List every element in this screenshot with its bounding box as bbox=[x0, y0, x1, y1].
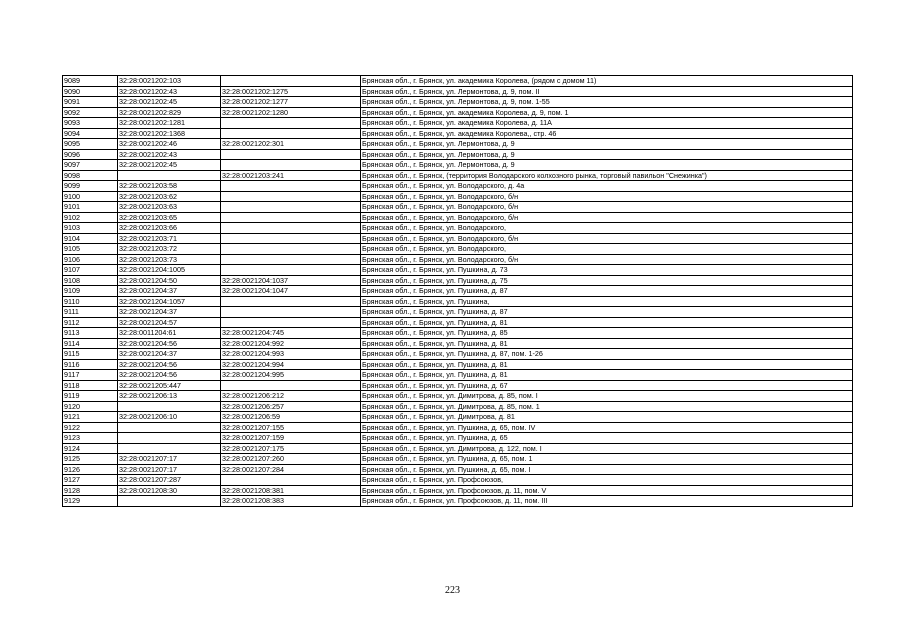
cadastral-number-cell: 32:28:0021202:829 bbox=[118, 107, 221, 118]
cadastral-number-cell: 32:28:0021202:43 bbox=[118, 149, 221, 160]
row-number-cell: 9094 bbox=[63, 128, 118, 139]
address-cell: Брянская обл., г. Брянск, ул. Пушкина, д. 75 bbox=[361, 275, 853, 286]
parent-cadastral-number-cell: 32:28:0021207:159 bbox=[221, 433, 361, 444]
address-cell: Брянская обл., г. Брянск, ул. Пушкина, д. 65, пом. I bbox=[361, 464, 853, 475]
parent-cadastral-number-cell bbox=[221, 244, 361, 255]
cadastral-number-cell: 32:28:0021203:66 bbox=[118, 223, 221, 234]
address-cell: Брянская обл., г. Брянск, ул. Пушкина, д. 81 bbox=[361, 370, 853, 381]
table-row bbox=[63, 443, 853, 454]
address-cell: Брянская обл., г. Брянск, ул. Пушкина, д. 67 bbox=[361, 380, 853, 391]
table-row bbox=[63, 202, 853, 213]
address-cell: Брянская обл., г. Брянск, ул. Лермонтова, д. 9, пом. 1-55 bbox=[361, 97, 853, 108]
parent-cadastral-number-cell: 32:28:0021206:257 bbox=[221, 401, 361, 412]
parent-cadastral-number-cell bbox=[221, 475, 361, 486]
cadastral-number-cell bbox=[118, 496, 221, 507]
row-number-cell: 9116 bbox=[63, 359, 118, 370]
table-row bbox=[63, 212, 853, 223]
parent-cadastral-number-cell bbox=[221, 233, 361, 244]
address-cell: Брянская обл., г. Брянск, ул. Пушкина, д. 65, пом. 1 bbox=[361, 454, 853, 465]
cadastral-number-cell: 32:28:0021206:13 bbox=[118, 391, 221, 402]
cadastral-number-cell: 32:28:0021204:56 bbox=[118, 370, 221, 381]
cadastral-number-cell: 32:28:0021202:1368 bbox=[118, 128, 221, 139]
table-row bbox=[63, 338, 853, 349]
table-row bbox=[63, 412, 853, 423]
cadastral-number-cell: 32:28:0021203:73 bbox=[118, 254, 221, 265]
row-number-cell: 9111 bbox=[63, 307, 118, 318]
cadastral-number-cell bbox=[118, 170, 221, 181]
address-cell: Брянская обл., г. Брянск, ул. Профсоюзов, bbox=[361, 475, 853, 486]
row-number-cell: 9090 bbox=[63, 86, 118, 97]
row-number-cell: 9093 bbox=[63, 118, 118, 129]
parent-cadastral-number-cell bbox=[221, 160, 361, 171]
row-number-cell: 9124 bbox=[63, 443, 118, 454]
address-cell: Брянская обл., г. Брянск, ул. Лермонтова, д. 9, пом. II bbox=[361, 86, 853, 97]
cadastral-number-cell: 32:28:0021204:56 bbox=[118, 338, 221, 349]
cadastral-number-cell: 32:28:0021202:45 bbox=[118, 97, 221, 108]
row-number-cell: 9113 bbox=[63, 328, 118, 339]
address-cell: Брянская обл., г. Брянск, ул. академика Королева,, стр. 46 bbox=[361, 128, 853, 139]
address-cell: Брянская обл., г. Брянск, ул. Лермонтова, д. 9 bbox=[361, 139, 853, 150]
row-number-cell: 9097 bbox=[63, 160, 118, 171]
table-row bbox=[63, 422, 853, 433]
parent-cadastral-number-cell: 32:28:0021202:1277 bbox=[221, 97, 361, 108]
address-cell: Брянская обл., г. Брянск, ул. Пушкина, д. 87 bbox=[361, 286, 853, 297]
parent-cadastral-number-cell: 32:28:0021204:995 bbox=[221, 370, 361, 381]
row-number-cell: 9092 bbox=[63, 107, 118, 118]
cadastral-number-cell bbox=[118, 433, 221, 444]
address-cell: Брянская обл., г. Брянск, ул. Пушкина, д. 85 bbox=[361, 328, 853, 339]
row-number-cell: 9108 bbox=[63, 275, 118, 286]
parent-cadastral-number-cell: 32:28:0021202:1275 bbox=[221, 86, 361, 97]
table-row bbox=[63, 86, 853, 97]
parent-cadastral-number-cell: 32:28:0021204:992 bbox=[221, 338, 361, 349]
parent-cadastral-number-cell bbox=[221, 128, 361, 139]
cadastral-number-cell: 32:28:0021204:37 bbox=[118, 307, 221, 318]
row-number-cell: 9100 bbox=[63, 191, 118, 202]
address-cell: Брянская обл., г. Брянск, ул. Пушкина, д. 73 bbox=[361, 265, 853, 276]
parent-cadastral-number-cell bbox=[221, 76, 361, 87]
cadastral-number-cell: 32:28:0021203:65 bbox=[118, 212, 221, 223]
address-cell: Брянская обл., г. Брянск, ул. Димитрова, д. 122, пом. I bbox=[361, 443, 853, 454]
cadastral-number-cell: 32:28:0021204:37 bbox=[118, 349, 221, 360]
row-number-cell: 9129 bbox=[63, 496, 118, 507]
cadastral-number-cell: 32:28:0021204:1057 bbox=[118, 296, 221, 307]
parent-cadastral-number-cell bbox=[221, 307, 361, 318]
row-number-cell: 9125 bbox=[63, 454, 118, 465]
address-cell: Брянская обл., г. Брянск, ул. Володарского, б/н bbox=[361, 233, 853, 244]
row-number-cell: 9123 bbox=[63, 433, 118, 444]
row-number-cell: 9105 bbox=[63, 244, 118, 255]
address-cell: Брянская обл., г. Брянск, ул. Пушкина, д. 65 bbox=[361, 433, 853, 444]
address-cell: Брянская обл., г. Брянск, ул. Пушкина, д. 87, пом. 1-26 bbox=[361, 349, 853, 360]
row-number-cell: 9122 bbox=[63, 422, 118, 433]
cadastral-number-cell: 32:28:0021207:17 bbox=[118, 464, 221, 475]
table-row bbox=[63, 391, 853, 402]
parent-cadastral-number-cell: 32:28:0021202:301 bbox=[221, 139, 361, 150]
cadastral-number-cell: 32:28:0021202:46 bbox=[118, 139, 221, 150]
row-number-cell: 9117 bbox=[63, 370, 118, 381]
table-row bbox=[63, 265, 853, 276]
cadastral-number-cell: 32:28:0021202:43 bbox=[118, 86, 221, 97]
row-number-cell: 9121 bbox=[63, 412, 118, 423]
row-number-cell: 9098 bbox=[63, 170, 118, 181]
address-cell: Брянская обл., г. Брянск, ул. Володарского, б/н bbox=[361, 191, 853, 202]
table-row bbox=[63, 307, 853, 318]
table-row bbox=[63, 254, 853, 265]
address-cell: Брянская обл., г. Брянск, ул. Димитрова, д. 85, пом. I bbox=[361, 391, 853, 402]
table-row bbox=[63, 328, 853, 339]
address-cell: Брянская обл., г. Брянск, ул. Володарского, б/н bbox=[361, 254, 853, 265]
parent-cadastral-number-cell bbox=[221, 212, 361, 223]
property-registry-table bbox=[62, 75, 853, 507]
table-row bbox=[63, 349, 853, 360]
table-row bbox=[63, 118, 853, 129]
parent-cadastral-number-cell bbox=[221, 254, 361, 265]
row-number-cell: 9107 bbox=[63, 265, 118, 276]
cadastral-number-cell: 32:28:0021203:71 bbox=[118, 233, 221, 244]
cadastral-number-cell: 32:28:0021203:63 bbox=[118, 202, 221, 213]
table-row bbox=[63, 370, 853, 381]
row-number-cell: 9102 bbox=[63, 212, 118, 223]
parent-cadastral-number-cell bbox=[221, 191, 361, 202]
parent-cadastral-number-cell: 32:28:0021207:155 bbox=[221, 422, 361, 433]
row-number-cell: 9104 bbox=[63, 233, 118, 244]
row-number-cell: 9099 bbox=[63, 181, 118, 192]
row-number-cell: 9114 bbox=[63, 338, 118, 349]
table-row bbox=[63, 128, 853, 139]
parent-cadastral-number-cell: 32:28:0021208:381 bbox=[221, 485, 361, 496]
table-row bbox=[63, 107, 853, 118]
cadastral-number-cell: 32:28:0021204:57 bbox=[118, 317, 221, 328]
table-row bbox=[63, 433, 853, 444]
cadastral-number-cell: 32:28:0021207:17 bbox=[118, 454, 221, 465]
row-number-cell: 9091 bbox=[63, 97, 118, 108]
address-cell: Брянская обл., г. Брянск, ул. Димитрова, д. 85, пом. 1 bbox=[361, 401, 853, 412]
address-cell: Брянская обл., г. Брянск, ул. Володарского, bbox=[361, 223, 853, 234]
parent-cadastral-number-cell bbox=[221, 380, 361, 391]
table-row bbox=[63, 149, 853, 160]
address-cell: Брянская обл., г. Брянск, ул. Пушкина, д. 81 bbox=[361, 317, 853, 328]
parent-cadastral-number-cell: 32:28:0021203:241 bbox=[221, 170, 361, 181]
row-number-cell: 9112 bbox=[63, 317, 118, 328]
parent-cadastral-number-cell: 32:28:0021208:383 bbox=[221, 496, 361, 507]
parent-cadastral-number-cell: 32:28:0021202:1280 bbox=[221, 107, 361, 118]
cadastral-number-cell: 32:28:0021208:30 bbox=[118, 485, 221, 496]
cadastral-number-cell: 32:28:0021202:103 bbox=[118, 76, 221, 87]
parent-cadastral-number-cell bbox=[221, 317, 361, 328]
address-cell: Брянская обл., г. Брянск, ул. Пушкина, bbox=[361, 296, 853, 307]
row-number-cell: 9126 bbox=[63, 464, 118, 475]
table-row bbox=[63, 97, 853, 108]
parent-cadastral-number-cell bbox=[221, 296, 361, 307]
row-number-cell: 9128 bbox=[63, 485, 118, 496]
cadastral-number-cell bbox=[118, 422, 221, 433]
table-row bbox=[63, 485, 853, 496]
cadastral-number-cell: 32:28:0021203:62 bbox=[118, 191, 221, 202]
address-cell: Брянская обл., г. Брянск, ул. Пушкина, д. 81 bbox=[361, 359, 853, 370]
row-number-cell: 9101 bbox=[63, 202, 118, 213]
parent-cadastral-number-cell: 32:28:0021206:212 bbox=[221, 391, 361, 402]
table-row bbox=[63, 223, 853, 234]
parent-cadastral-number-cell bbox=[221, 202, 361, 213]
cadastral-number-cell: 32:28:0021204:37 bbox=[118, 286, 221, 297]
cadastral-number-cell: 32:28:0021203:58 bbox=[118, 181, 221, 192]
row-number-cell: 9120 bbox=[63, 401, 118, 412]
parent-cadastral-number-cell: 32:28:0021207:260 bbox=[221, 454, 361, 465]
cadastral-number-cell bbox=[118, 401, 221, 412]
row-number-cell: 9119 bbox=[63, 391, 118, 402]
address-cell: Брянская обл., г. Брянск, ул. Профсоюзов, д. 11, пом. III bbox=[361, 496, 853, 507]
parent-cadastral-number-cell bbox=[221, 181, 361, 192]
table-row bbox=[63, 454, 853, 465]
table-row bbox=[63, 233, 853, 244]
table-row bbox=[63, 191, 853, 202]
cadastral-number-cell: 32:28:0021207:287 bbox=[118, 475, 221, 486]
cadastral-number-cell: 32:28:0011204:61 bbox=[118, 328, 221, 339]
cadastral-number-cell: 32:28:0021203:72 bbox=[118, 244, 221, 255]
address-cell: Брянская обл., г. Брянск, ул. Володарского, б/н bbox=[361, 202, 853, 213]
address-cell: Брянская обл., г. Брянск, ул. Пушкина, д. 81 bbox=[361, 338, 853, 349]
row-number-cell: 9095 bbox=[63, 139, 118, 150]
page-number: 223 bbox=[445, 585, 460, 596]
table-row bbox=[63, 464, 853, 475]
parent-cadastral-number-cell: 32:28:0021206:59 bbox=[221, 412, 361, 423]
parent-cadastral-number-cell bbox=[221, 265, 361, 276]
parent-cadastral-number-cell: 32:28:0021204:1047 bbox=[221, 286, 361, 297]
address-cell: Брянская обл., г. Брянск, (территория Володарского колхозного рынка, торговый павильон "Снежинка") bbox=[361, 170, 853, 181]
table-row bbox=[63, 296, 853, 307]
address-cell: Брянская обл., г. Брянск, ул. академика Королева, д. 9, пом. 1 bbox=[361, 107, 853, 118]
row-number-cell: 9110 bbox=[63, 296, 118, 307]
cadastral-number-cell: 32:28:0021204:50 bbox=[118, 275, 221, 286]
table-row bbox=[63, 359, 853, 370]
parent-cadastral-number-cell: 32:28:0021204:993 bbox=[221, 349, 361, 360]
address-cell: Брянская обл., г. Брянск, ул. Профсоюзов, д. 11, пом. V bbox=[361, 485, 853, 496]
row-number-cell: 9109 bbox=[63, 286, 118, 297]
cadastral-number-cell bbox=[118, 443, 221, 454]
address-cell: Брянская обл., г. Брянск, ул. академика Королева, (рядом с домом 11) bbox=[361, 76, 853, 87]
parent-cadastral-number-cell bbox=[221, 118, 361, 129]
table-row bbox=[63, 160, 853, 171]
parent-cadastral-number-cell: 32:28:0021207:284 bbox=[221, 464, 361, 475]
cadastral-number-cell: 32:28:0021204:56 bbox=[118, 359, 221, 370]
row-number-cell: 9089 bbox=[63, 76, 118, 87]
address-cell: Брянская обл., г. Брянск, ул. Пушкина, д. 65, пом. IV bbox=[361, 422, 853, 433]
address-cell: Брянская обл., г. Брянск, ул. Димитрова, д. 81 bbox=[361, 412, 853, 423]
row-number-cell: 9103 bbox=[63, 223, 118, 234]
cadastral-number-cell: 32:28:0021202:1281 bbox=[118, 118, 221, 129]
parent-cadastral-number-cell: 32:28:0021207:175 bbox=[221, 443, 361, 454]
table-row bbox=[63, 139, 853, 150]
address-cell: Брянская обл., г. Брянск, ул. академика Королева, д. 11А bbox=[361, 118, 853, 129]
table-row bbox=[63, 181, 853, 192]
parent-cadastral-number-cell: 32:28:0021204:1037 bbox=[221, 275, 361, 286]
cadastral-number-cell: 32:28:0021205:447 bbox=[118, 380, 221, 391]
row-number-cell: 9115 bbox=[63, 349, 118, 360]
table-row bbox=[63, 286, 853, 297]
address-cell: Брянская обл., г. Брянск, ул. Володарского, б/н bbox=[361, 212, 853, 223]
table-row bbox=[63, 317, 853, 328]
address-cell: Брянская обл., г. Брянск, ул. Лермонтова, д. 9 bbox=[361, 149, 853, 160]
table-row bbox=[63, 401, 853, 412]
row-number-cell: 9106 bbox=[63, 254, 118, 265]
table-row bbox=[63, 170, 853, 181]
cadastral-number-cell: 32:28:0021206:10 bbox=[118, 412, 221, 423]
table-row bbox=[63, 76, 853, 87]
address-cell: Брянская обл., г. Брянск, ул. Володарского, bbox=[361, 244, 853, 255]
row-number-cell: 9118 bbox=[63, 380, 118, 391]
cadastral-number-cell: 32:28:0021204:1005 bbox=[118, 265, 221, 276]
parent-cadastral-number-cell: 32:28:0021204:745 bbox=[221, 328, 361, 339]
table-row bbox=[63, 496, 853, 507]
parent-cadastral-number-cell: 32:28:0021204:994 bbox=[221, 359, 361, 370]
address-cell: Брянская обл., г. Брянск, ул. Володарского, д. 4а bbox=[361, 181, 853, 192]
table-row bbox=[63, 380, 853, 391]
table-row bbox=[63, 275, 853, 286]
address-cell: Брянская обл., г. Брянск, ул. Лермонтова, д. 9 bbox=[361, 160, 853, 171]
address-cell: Брянская обл., г. Брянск, ул. Пушкина, д. 87 bbox=[361, 307, 853, 318]
row-number-cell: 9127 bbox=[63, 475, 118, 486]
table-row bbox=[63, 475, 853, 486]
cadastral-number-cell: 32:28:0021202:45 bbox=[118, 160, 221, 171]
row-number-cell: 9096 bbox=[63, 149, 118, 160]
table-row bbox=[63, 244, 853, 255]
registry-table-body bbox=[63, 76, 853, 507]
parent-cadastral-number-cell bbox=[221, 149, 361, 160]
parent-cadastral-number-cell bbox=[221, 223, 361, 234]
